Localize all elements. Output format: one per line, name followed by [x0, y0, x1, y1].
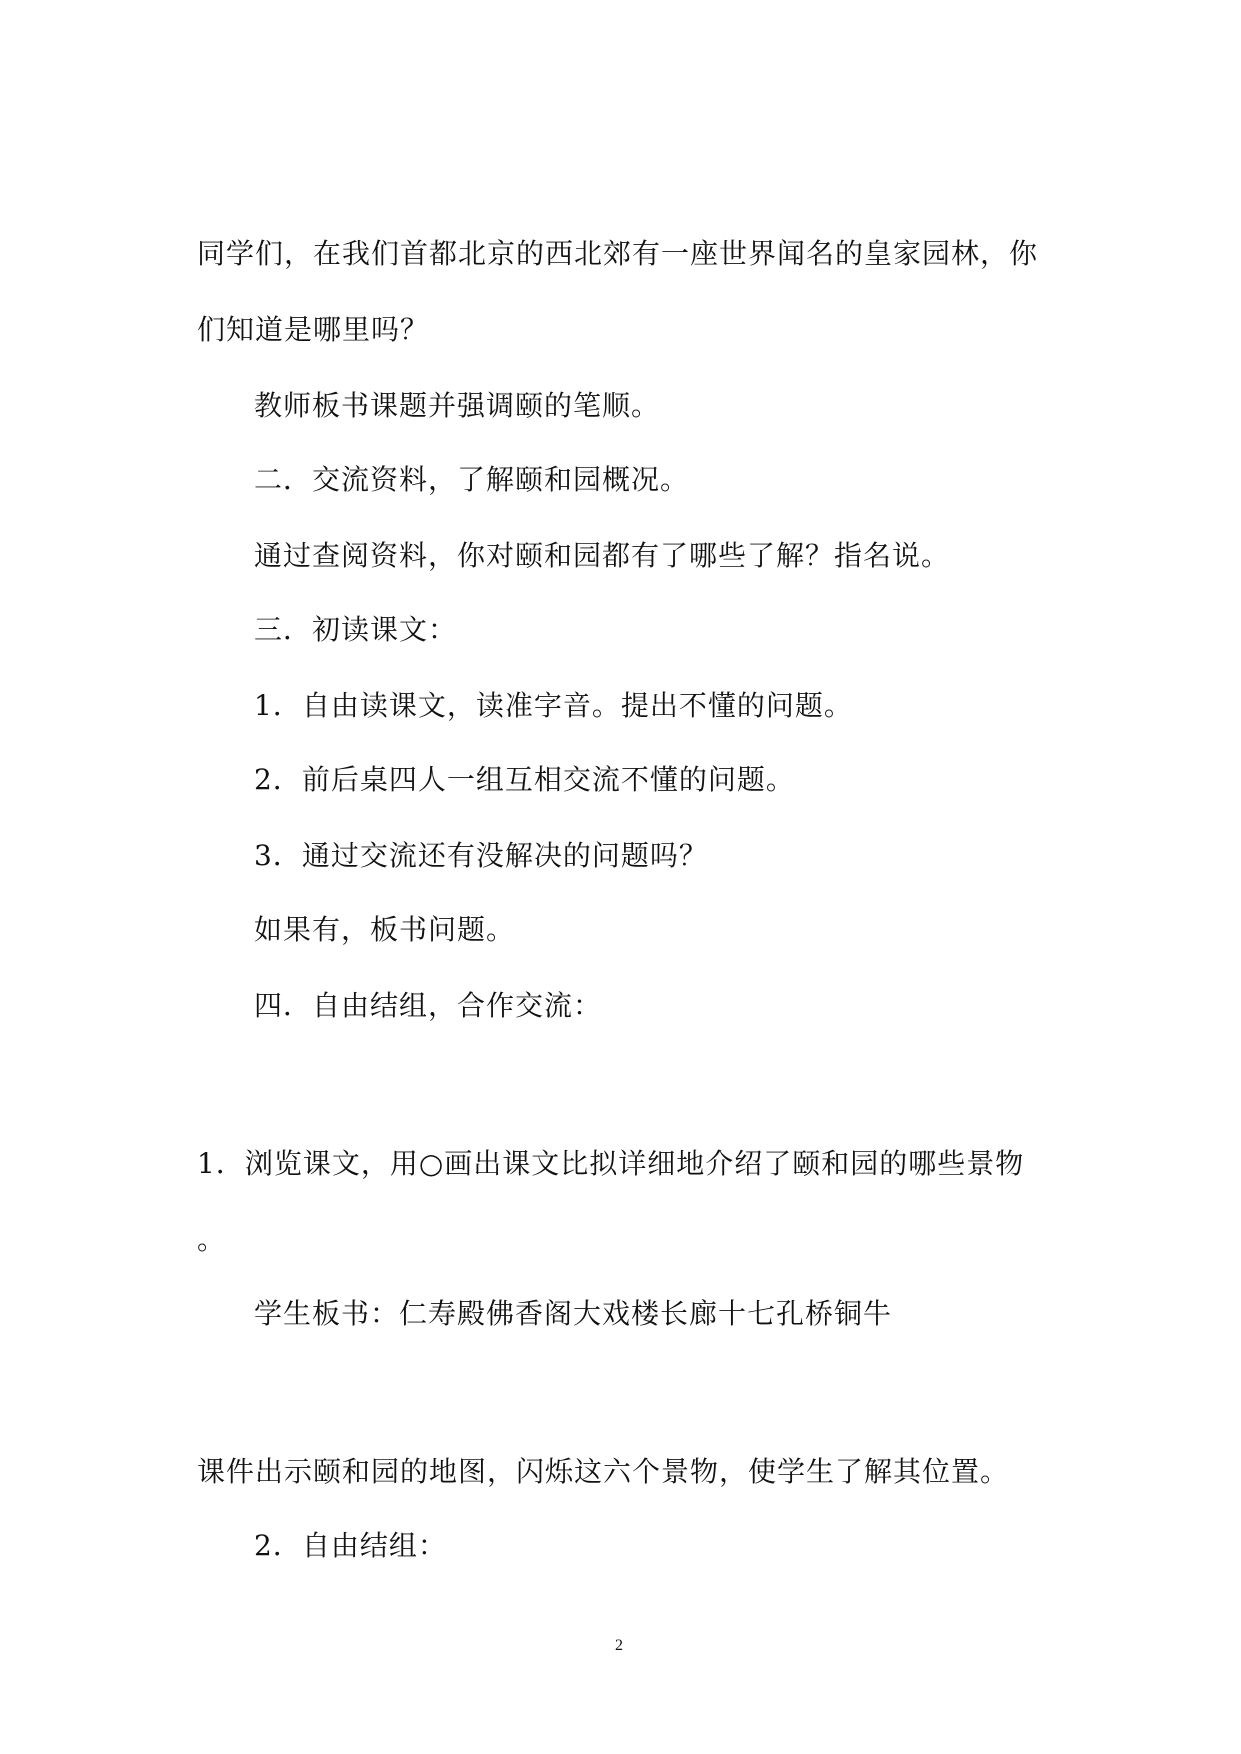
section-heading-3: 三．初读课文：	[254, 613, 458, 646]
paragraph-line-15: 课件出示颐和园的地图，闪烁这六个景物，使学生了解其位置。	[197, 1455, 1010, 1488]
paragraph-line-2: 们知道是哪里吗？	[197, 313, 430, 346]
list-item-1: 1．自由读课文，读准字音。提出不懂的问题。	[254, 689, 853, 722]
paragraph-line-3: 教师板书课题并强调颐的笔顺。	[254, 389, 661, 422]
paragraph-line-5: 通过查阅资料，你对颐和园都有了哪些了解？指名说。	[254, 539, 951, 572]
page-number: 2	[615, 1637, 623, 1654]
list-item-2: 2．前后桌四人一组互相交流不懂的问题。	[254, 763, 795, 796]
list-item-5: 2．自由结组：	[254, 1529, 447, 1562]
paragraph-line-1: 同学们，在我们首都北京的西北郊有一座世界闻名的皇家园林，你	[197, 237, 1039, 270]
list-item-4: 1．浏览课文，用○画出课文比拟详细地介绍了颐和园的哪些景物	[197, 1147, 1025, 1180]
list-item-3: 3．通过交流还有没解决的问题吗？	[254, 839, 708, 872]
paragraph-line-13: 。	[197, 1223, 227, 1256]
paragraph-line-10: 如果有，板书问题。	[254, 913, 516, 946]
section-heading-2: 二．交流资料，了解颐和园概况。	[254, 463, 690, 496]
paragraph-line-14: 学生板书：仁寿殿佛香阁大戏楼长廊十七孔桥铜牛	[254, 1297, 893, 1330]
section-heading-4: 四．自由结组，合作交流：	[254, 989, 603, 1022]
